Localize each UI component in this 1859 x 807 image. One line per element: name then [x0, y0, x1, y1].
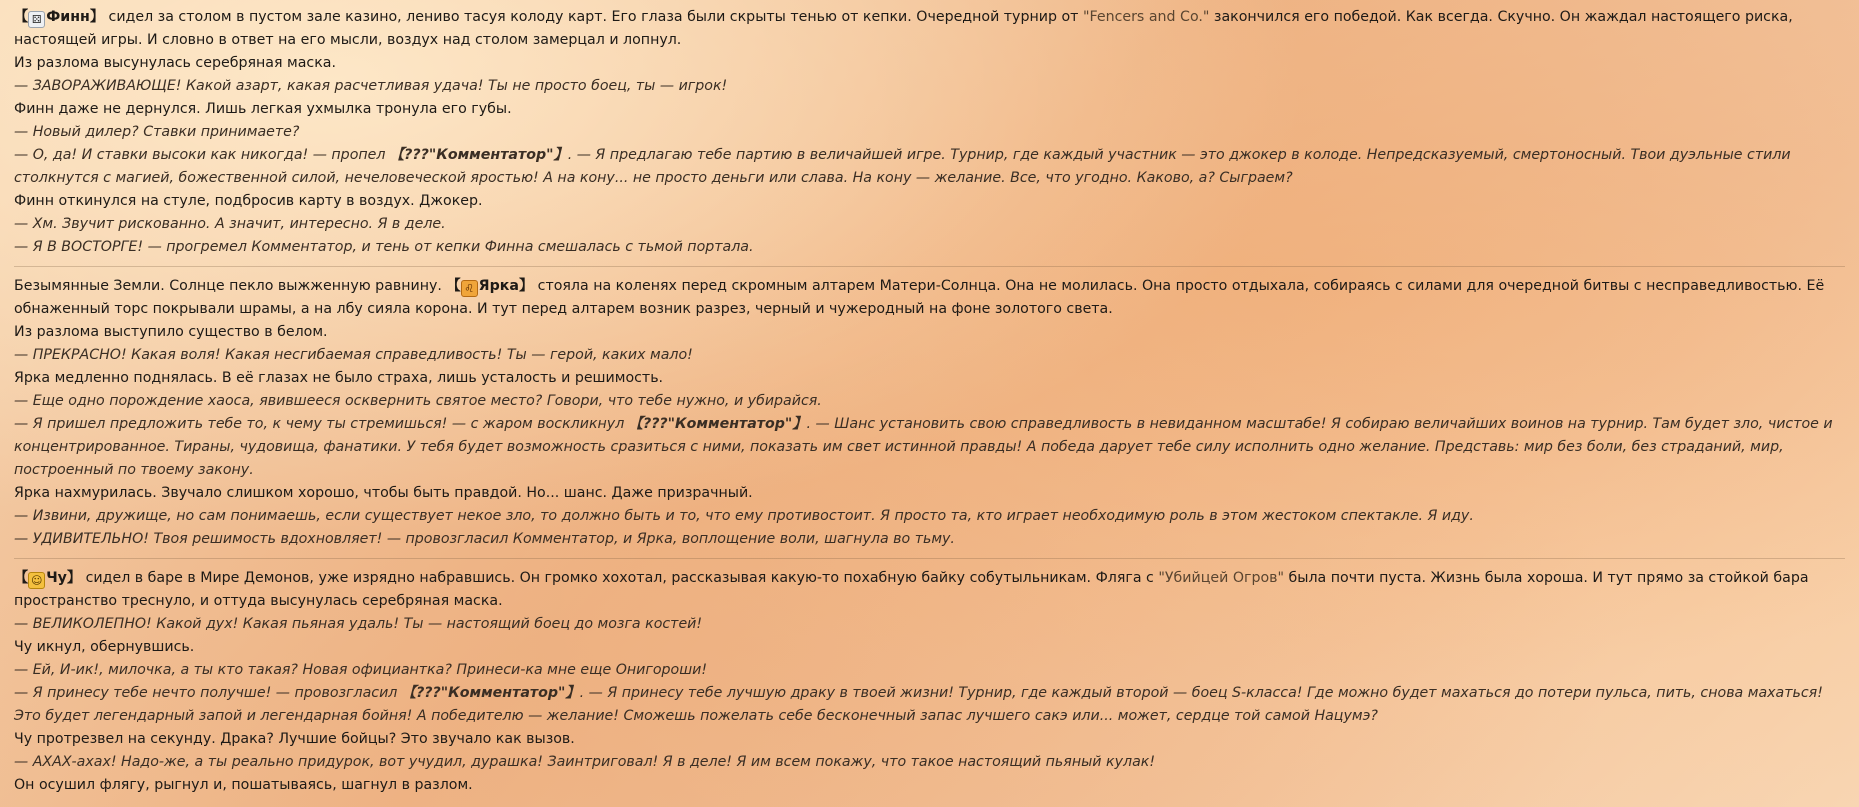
story-intro: 【 ⚄ Финн】 сидел за столом в пустом зале казино, лениво тасуя колоду карт. Его глаза были скрыты тенью от кепки. Очередной турнир от "Fencers and Co." закончился его победой. Как всегда. Скучно. Он жаждал настоящего риска, настоящей игры. И словно в ответ на его мысли, воздух над столом замерцал и лопнул.	[14, 9, 1793, 48]
org-name: "Fencers and Co."	[1082, 9, 1210, 25]
dice-icon: ⚄	[28, 11, 45, 28]
dialogue-line: — УДИВИТЕЛЬНО! Твоя решимость вдохновляет! — провозгласил Комментатор, и Ярка, воплощение воли, шагнула во тьму.	[14, 531, 955, 547]
story-intro: 【 ☺ Чу】 сидел в баре в Мире Демонов, уже изрядно набравшись. Он громко хохотал, рассказывая какую-то похабную байку собутыльникам. Фляга с "Убийцей Огров" была почти пуста. Жизнь была хороша. И тут прямо за стойкой бара пространство треснуло, и оттуда высунулась серебряная маска.	[14, 570, 1809, 609]
story-yarka	[14, 275, 1845, 551]
drink-name: "Убийцей Огров"	[1158, 570, 1285, 586]
dialogue-line: — ПРЕКРАСНО! Какая воля! Какая несгибаемая справедливость! Ты — герой, каких мало!	[14, 347, 693, 363]
drunk-face-icon: ☺	[28, 572, 45, 589]
dialogue-line: — Новый дилер? Ставки принимаете?	[14, 124, 300, 140]
commentator-tag: 【???"Комментатор"】	[628, 416, 807, 432]
lion-icon: ♌	[461, 280, 478, 297]
narration-line: Ярка медленно поднялась. В её глазах не было страха, лишь усталость и решимость.	[14, 370, 664, 386]
narration-line: Чу икнул, обернувшись.	[14, 639, 195, 655]
character-tag-yarka: 【 ♌ Ярка】	[446, 278, 534, 295]
story-divider	[14, 266, 1845, 267]
commentator-tag: 【???"Комментатор"】	[389, 147, 568, 163]
dialogue-line: — ВЕЛИКОЛЕПНО! Какой дух! Какая пьяная удаль! Ты — настоящий боец до мозга костей!	[14, 616, 703, 632]
narration-line: Он осушил флягу, рыгнул и, пошатываясь, шагнул в разлом.	[14, 777, 473, 793]
narration-line: Из разлома выступило существо в белом.	[14, 324, 328, 340]
narration-line: Чу протрезвел на секунду. Драка? Лучшие бойцы? Это звучало как вызов.	[14, 731, 575, 747]
story-finn	[14, 6, 1845, 259]
dialogue-line: — Я принесу тебе нечто получше! — провозгласил 【???"Комментатор"】. — Я принесу тебе лучшую драку в твоей жизни! Турнир, где каждый второй — боец S-класса! Где можно будет махаться до потери пульса, пить, снова махаться! Это будет легендарный запой и легендарная бойня! А победителю — желание! Сможешь пожелать себе бесконечный запас лучшего сакэ или... может, сердце той самой Нацумэ?	[14, 685, 1823, 724]
narration-line: Из разлома высунулась серебряная маска.	[14, 55, 336, 71]
dialogue-line: — Еще одно порождение хаоса, явившееся осквернить святое место? Говори, что тебе нужно, и убирайся.	[14, 393, 822, 409]
narration-line: Финн откинулся на стуле, подбросив карту в воздух. Джокер.	[14, 193, 483, 209]
dialogue-line: — Я пришел предложить тебе то, к чему ты стремишься! — с жаром воскликнул 【???"Комментатор"】. — Шанс установить свою справедливость в невиданном масштабе! Я собираю величайших воинов на турнир. Там будет зло, чистое и концентрированное. Тираны, чудовища, фанатики. У тебя будет возможность сразиться с ними, показать им свет истинной правды! А победа дарует тебе силу исполнить одно желание. Представь: мир без боли, без страданий, мир, построенный по твоему закону.	[14, 416, 1833, 478]
story-intro: Безымянные Земли. Солнце пекло выжженную равнину. 【 ♌ Ярка】 стояла на коленях перед скромным алтарем Матери-Солнца. Она не молилась. Она просто отдыхала, собираясь с силами для очередной битвы с несправедливостью. Её обнаженный торс покрывали шрамы, а на лбу сияла корона. И тут перед алтарем возник разрез, черный и чужеродный на фоне золотого света.	[14, 278, 1825, 317]
dialogue-line: — Ей, И-ик!, милочка, а ты кто такая? Новая официантка? Принеси-ка мне еще Онигороши!	[14, 662, 708, 678]
narration-line: Финн даже не дернулся. Лишь легкая ухмылка тронула его губы.	[14, 101, 512, 117]
narration-line: Ярка нахмурилась. Звучало слишком хорошо, чтобы быть правдой. Но... шанс. Даже призрачный.	[14, 485, 753, 501]
dialogue-line: — Хм. Звучит рискованно. А значит, интересно. Я в деле.	[14, 216, 446, 232]
dialogue-line: — Я В ВОСТОРГЕ! — прогремел Комментатор, и тень от кепки Финна смешалась с тьмой портала.	[14, 239, 754, 255]
dialogue-line: — Извини, дружище, но сам понимаешь, если существует некое зло, то должно быть и то, что ему противостоит. Я просто та, кто играет необходимую роль в этом жестоком спектакле. Я иду.	[14, 508, 1474, 524]
dialogue-line: — О, да! И ставки высоки как никогда! — пропел 【???"Комментатор"】. — Я предлагаю тебе партию в величайшей игре. Турнир, где каждый участник — это джокер в колоде. Непредсказуемый, смертоносный. Твои дуэльные стили столкнутся с магией, божественной силой, нечеловеческой яростью! А на кону... не просто деньги или слава. На кону — желание. Все, что угодно. Каково, а? Сыграем?	[14, 147, 1791, 186]
dialogue-line: — АХАХ-ахах! Надо-же, а ты реально придурок, вот учудил, дурашка! Заинтриговал! Я в деле! Я им всем покажу, что такое настоящий пьяный кулак!	[14, 754, 1156, 770]
story-divider	[14, 558, 1845, 559]
commentator-tag: 【???"Комментатор"】	[401, 685, 580, 701]
character-tag-chu: 【 ☺ Чу】	[14, 570, 82, 587]
dialogue-line: — ЗАВОРАЖИВАЮЩЕ! Какой азарт, какая расчетливая удача! Ты не просто боец, ты — игрок!	[14, 78, 728, 94]
story-chu	[14, 567, 1845, 797]
character-tag-finn: 【 ⚄ Финн】	[14, 9, 105, 26]
